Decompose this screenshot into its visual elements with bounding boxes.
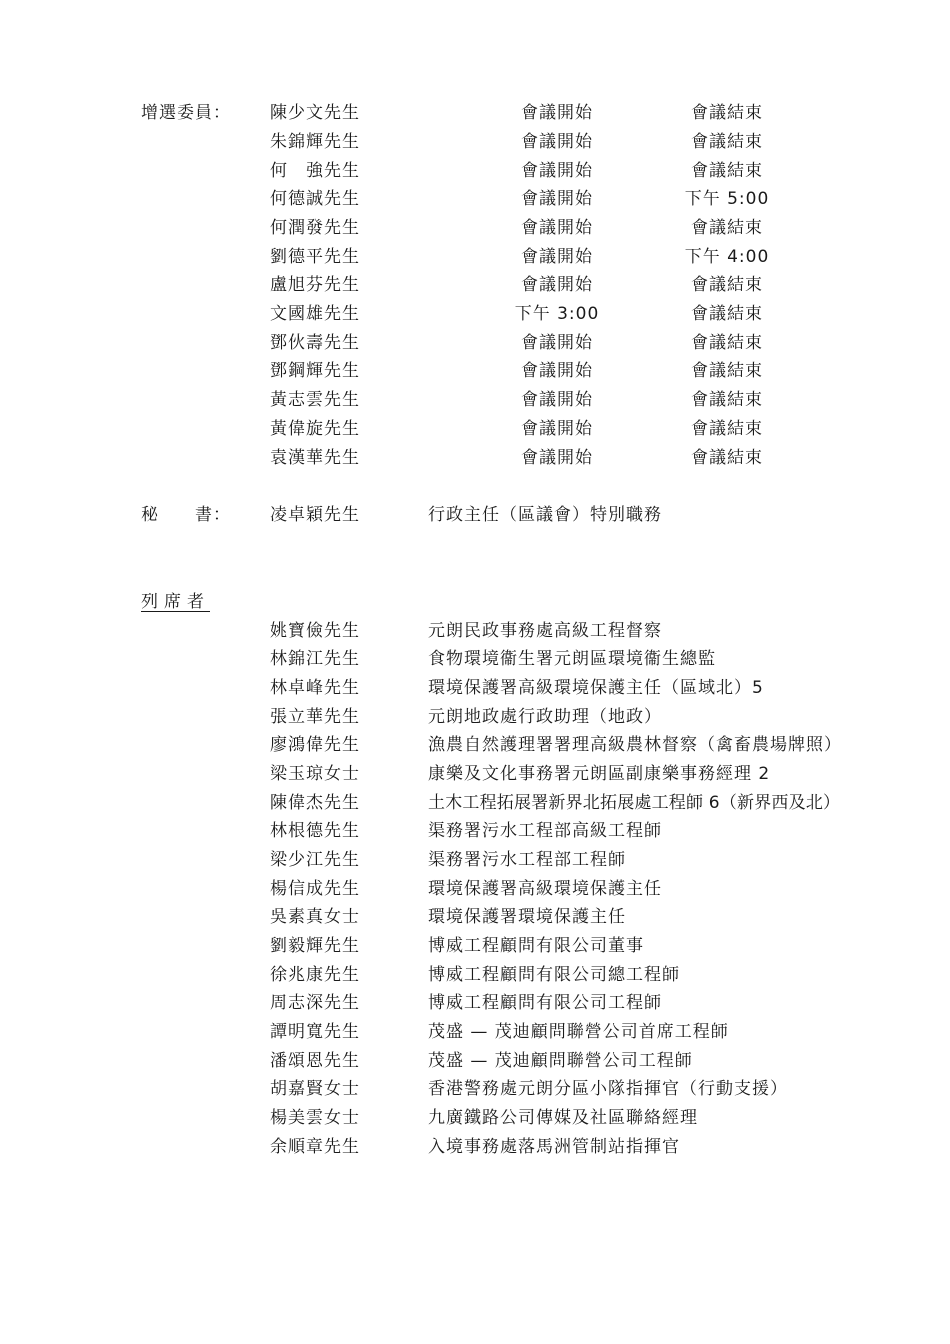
secretary-name: 凌卓穎先生 [270,505,360,525]
end-time: 會議結束 [691,218,763,238]
member-name: 鄧伙壽先生 [270,333,360,353]
attendee-post: 博威工程顧問有限公司工程師 [428,993,662,1013]
attendee-post: 環境保護署高級環境保護主任 [428,879,662,899]
attendee-post: 環境保護署高級環境保護主任（區域北）5 [428,678,764,698]
attendee-name: 胡嘉賢女士 [270,1079,360,1099]
start-time: 會議開始 [521,448,593,468]
attendee-post: 食物環境衞生署元朗區環境衞生總監 [428,649,716,669]
start-time: 會議開始 [521,390,593,410]
attendee-post: 土木工程拓展署新界北拓展處工程師 6（新界西及北） [428,793,841,813]
member-name: 鄧鋼輝先生 [270,361,360,381]
start-time: 會議開始 [521,419,593,439]
attendee-post: 博威工程顧問有限公司總工程師 [428,965,680,985]
attendee-post: 康樂及文化事務署元朗區副康樂事務經理 2 [428,764,771,784]
member-name: 劉德平先生 [270,247,360,267]
start-time: 會議開始 [521,103,593,123]
attendee-post: 環境保護署環境保護主任 [428,907,626,927]
member-name: 盧旭芬先生 [270,275,360,295]
attendee-post: 渠務署污水工程部工程師 [428,850,626,870]
attendee-name: 吳素真女士 [270,907,360,927]
attendee-name: 林根德先生 [270,821,360,841]
end-time: 會議結束 [691,390,763,410]
end-time: 會議結束 [691,304,763,324]
attendee-name: 張立華先生 [270,707,360,727]
attendee-name: 梁少江先生 [270,850,360,870]
attendee-name: 余順章先生 [270,1137,360,1157]
end-time: 下午 5:00 [684,189,770,209]
attendee-post: 九廣鐵路公司傳媒及社區聯絡經理 [428,1108,698,1128]
member-name: 袁漢華先生 [270,448,360,468]
member-name: 文國雄先生 [270,304,360,324]
start-time: 會議開始 [521,333,593,353]
end-time: 會議結束 [691,161,763,181]
member-name: 何 強先生 [270,161,360,181]
secretary-post: 行政主任（區議會）特別職務 [428,505,662,525]
start-time: 會議開始 [521,189,593,209]
attendee-name: 梁玉琼女士 [270,764,360,784]
member-name: 陳少文先生 [270,103,360,123]
attendee-post: 漁農自然護理署署理高級農林督察（禽畜農場牌照） [428,735,842,755]
start-time: 會議開始 [521,275,593,295]
member-name: 何潤發先生 [270,218,360,238]
end-time: 會議結束 [691,419,763,439]
attendee-post: 入境事務處落馬洲管制站指揮官 [428,1137,680,1157]
attendee-post: 茂盛 — 茂迪顧問聯營公司工程師 [428,1051,693,1071]
start-time: 會議開始 [521,218,593,238]
attendee-name: 譚明寬先生 [270,1022,360,1042]
attendee-name: 潘頌恩先生 [270,1051,360,1071]
end-time: 會議結束 [691,132,763,152]
attendee-post: 元朗地政處行政助理（地政） [428,707,662,727]
member-name: 黃偉旋先生 [270,419,360,439]
attendee-name: 周志深先生 [270,993,360,1013]
attendee-name: 林卓峰先生 [270,678,360,698]
attendee-name: 楊美雲女士 [270,1108,360,1128]
member-name: 朱錦輝先生 [270,132,360,152]
start-time: 會議開始 [521,132,593,152]
attendee-post: 博威工程顧問有限公司董事 [428,936,644,956]
attendee-name: 劉毅輝先生 [270,936,360,956]
attendee-name: 陳偉杰先生 [270,793,360,813]
start-time: 下午 3:00 [514,304,600,324]
coopted-label: 增選委員： [141,103,231,123]
attendee-name: 楊信成先生 [270,879,360,899]
end-time: 會議結束 [691,275,763,295]
start-time: 會議開始 [521,361,593,381]
start-time: 會議開始 [521,161,593,181]
attendee-name: 徐兆康先生 [270,965,360,985]
end-time: 會議結束 [691,333,763,353]
attendee-post: 渠務署污水工程部高級工程師 [428,821,662,841]
start-time: 會議開始 [521,247,593,267]
end-time: 下午 4:00 [684,247,770,267]
attendee-name: 廖鴻偉先生 [270,735,360,755]
attendance-heading: 列席者 [141,592,210,612]
attendee-post: 茂盛 — 茂迪顧問聯營公司首席工程師 [428,1022,729,1042]
end-time: 會議結束 [691,361,763,381]
member-name: 何德誠先生 [270,189,360,209]
attendee-name: 林錦江先生 [270,649,360,669]
attendee-post: 香港警務處元朗分區小隊指揮官（行動支援） [428,1079,788,1099]
end-time: 會議結束 [691,103,763,123]
end-time: 會議結束 [691,448,763,468]
attendee-post: 元朗民政事務處高級工程督察 [428,621,662,641]
member-name: 黃志雲先生 [270,390,360,410]
attendee-name: 姚寶儉先生 [270,621,360,641]
secretary-label: 秘 書： [141,505,231,525]
